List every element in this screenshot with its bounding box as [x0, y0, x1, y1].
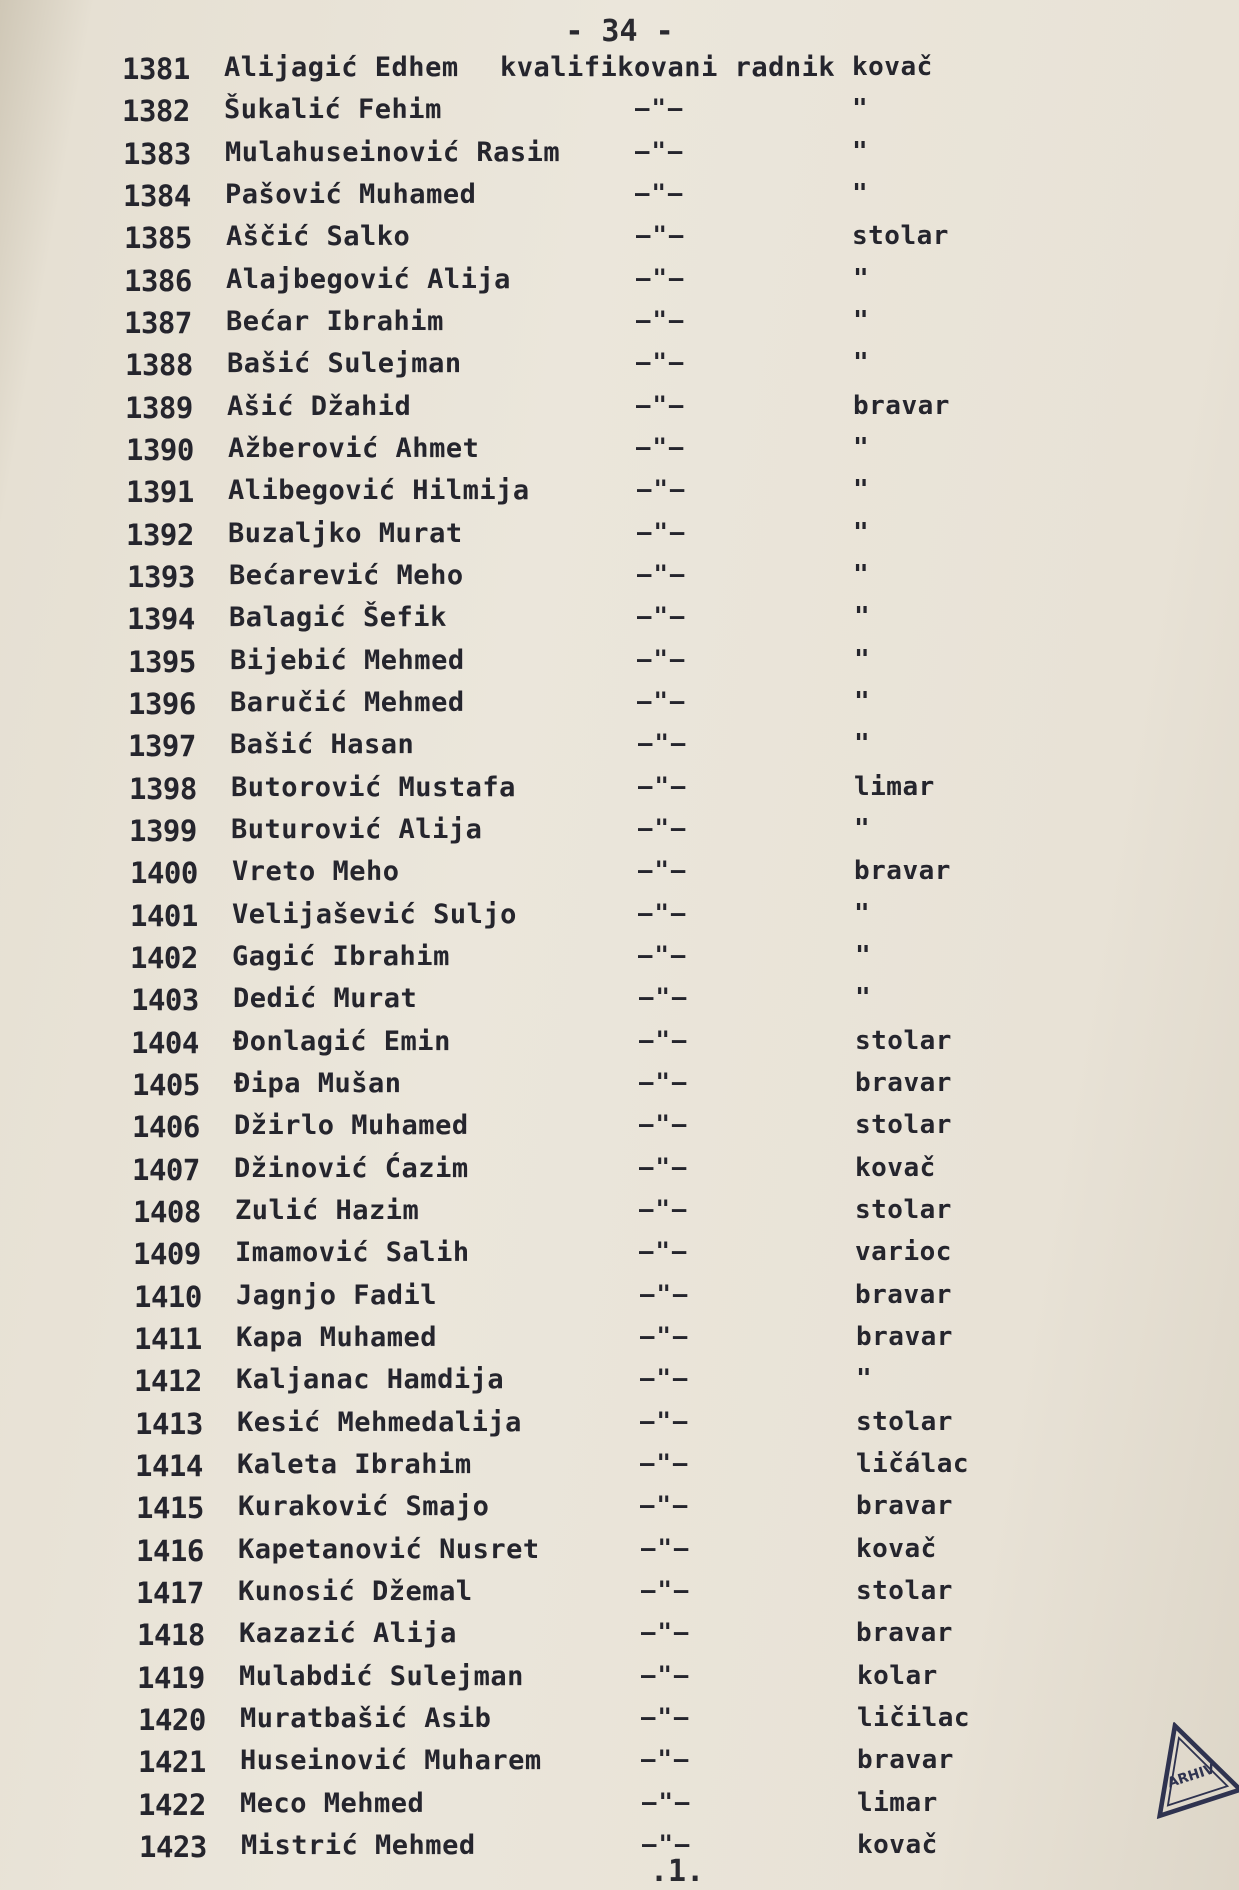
qualification: —"— — [641, 1661, 691, 1689]
qualification: —"— — [641, 1618, 691, 1646]
trade: limar — [854, 772, 935, 802]
table-row — [0, 1237, 1239, 1277]
qualification: —"— — [638, 856, 688, 884]
worker-name: Balagić Šefik — [229, 602, 447, 633]
trade: bravar — [856, 1491, 953, 1521]
trade: " — [854, 602, 871, 632]
worker-name: Meco Mehmed — [240, 1788, 425, 1819]
qualification: —"— — [635, 94, 685, 122]
entry-number: 1406 — [132, 1110, 200, 1144]
trade: kovač — [855, 1153, 936, 1183]
qualification: —"— — [640, 1280, 690, 1308]
entry-number: 1387 — [124, 306, 192, 340]
trade: " — [854, 899, 871, 929]
worker-name: Kunosić Džemal — [238, 1576, 473, 1607]
worker-name: Kapa Muhamed — [236, 1322, 438, 1353]
entry-number: 1388 — [125, 348, 193, 382]
worker-name: Džirlo Muhamed — [234, 1110, 469, 1141]
trade: " — [853, 560, 870, 590]
trade: " — [855, 983, 872, 1013]
entry-number: 1414 — [135, 1449, 203, 1483]
qualification: —"— — [641, 1703, 691, 1731]
trade: " — [852, 94, 869, 124]
qualification: —"— — [640, 1322, 690, 1350]
table-row — [0, 941, 1239, 981]
qualification: —"— — [638, 729, 688, 757]
entry-number: 1412 — [134, 1364, 202, 1398]
worker-name: Buzaljko Murat — [228, 518, 463, 549]
qualification: —"— — [636, 348, 686, 376]
qualification: —"— — [635, 137, 685, 165]
trade: " — [852, 137, 869, 167]
worker-name: Mulabdić Sulejman — [239, 1661, 524, 1692]
table-row — [0, 306, 1239, 346]
entry-number: 1404 — [131, 1026, 199, 1060]
entry-number: 1385 — [124, 221, 192, 255]
trade: " — [854, 645, 871, 675]
table-row — [0, 1068, 1239, 1108]
worker-name: Muratbašić Asib — [240, 1703, 492, 1734]
footer-mark: .1. — [650, 1854, 705, 1889]
qualification: —"— — [639, 983, 689, 1011]
worker-name: Alibegović Hilmija — [228, 475, 530, 506]
table-row — [0, 1830, 1239, 1870]
table-row — [0, 1110, 1239, 1150]
entry-number: 1421 — [138, 1745, 206, 1779]
worker-name: Kuraković Smajo — [238, 1491, 490, 1522]
qualification: —"— — [639, 1026, 689, 1054]
entry-number: 1407 — [132, 1153, 200, 1187]
worker-name: Bašić Sulejman — [227, 348, 462, 379]
entry-number: 1395 — [128, 645, 196, 679]
entry-number: 1422 — [138, 1788, 206, 1822]
trade: bravar — [855, 1280, 952, 1310]
entry-number: 1390 — [126, 433, 194, 467]
worker-name: Gagić Ibrahim — [232, 941, 450, 972]
trade: limar — [857, 1788, 938, 1818]
entry-number: 1409 — [133, 1237, 201, 1271]
worker-name: Šukalić Fehim — [224, 94, 442, 125]
worker-name: Alajbegović Alija — [226, 264, 511, 295]
qualification: —"— — [639, 1110, 689, 1138]
table-row — [0, 433, 1239, 473]
qualification: —"— — [636, 391, 686, 419]
worker-name: Aščić Salko — [226, 221, 411, 252]
trade: bravar — [856, 1322, 953, 1352]
qualification: —"— — [641, 1534, 691, 1562]
qualification: —"— — [636, 433, 686, 461]
qualification: —"— — [638, 899, 688, 927]
qualification: —"— — [635, 179, 685, 207]
table-row — [0, 137, 1239, 177]
entry-number: 1405 — [132, 1068, 200, 1102]
entry-number: 1403 — [131, 983, 199, 1017]
trade: bravar — [854, 856, 951, 886]
table-row — [0, 645, 1239, 685]
table-row — [0, 1788, 1239, 1828]
trade: " — [854, 814, 871, 844]
trade: stolar — [852, 221, 949, 251]
qualification: —"— — [642, 1830, 692, 1858]
table-row — [0, 1280, 1239, 1320]
table-row — [0, 1491, 1239, 1531]
trade: " — [853, 264, 870, 294]
entry-number: 1384 — [123, 179, 191, 213]
page-number: - 34 - — [565, 14, 674, 49]
entry-number: 1386 — [124, 264, 192, 298]
table-row — [0, 518, 1239, 558]
entry-number: 1423 — [139, 1830, 207, 1864]
qualification: —"— — [637, 475, 687, 503]
table-row — [0, 856, 1239, 896]
worker-name: Velijašević Suljo — [232, 899, 517, 930]
table-row — [0, 221, 1239, 261]
worker-name: Vreto Meho — [232, 856, 400, 887]
table-row — [0, 1195, 1239, 1235]
worker-name: Đipa Mušan — [234, 1068, 402, 1099]
worker-name: Đonlagić Emin — [233, 1026, 451, 1057]
worker-name: Mistrić Mehmed — [241, 1830, 476, 1861]
worker-name: Ažberović Ahmet — [228, 433, 480, 464]
trade: stolar — [855, 1026, 952, 1056]
qualification: —"— — [639, 1237, 689, 1265]
qualification: —"— — [638, 814, 688, 842]
trade: bravar — [857, 1745, 954, 1775]
trade: " — [852, 179, 869, 209]
entry-number: 1400 — [130, 856, 198, 890]
table-row — [0, 560, 1239, 600]
worker-name: Baručić Mehmed — [230, 687, 465, 718]
entry-number: 1402 — [130, 941, 198, 975]
qualification: —"— — [640, 1364, 690, 1392]
entry-number: 1418 — [137, 1618, 205, 1652]
trade: " — [853, 475, 870, 505]
table-row — [0, 1364, 1239, 1404]
entry-number: 1392 — [126, 518, 194, 552]
trade: stolar — [856, 1407, 953, 1437]
worker-name: Kesić Mehmedalija — [237, 1407, 522, 1438]
table-row — [0, 772, 1239, 812]
entry-number: 1393 — [127, 560, 195, 594]
entry-number: 1391 — [126, 475, 194, 509]
qualification: —"— — [637, 560, 687, 588]
stamp-text: ARHIV — [1165, 1761, 1217, 1792]
qualification: —"— — [640, 1407, 690, 1435]
entry-number: 1416 — [136, 1534, 204, 1568]
entry-number: 1420 — [138, 1703, 206, 1737]
trade: bravar — [853, 391, 950, 421]
qualification: —"— — [638, 941, 688, 969]
table-row — [0, 1703, 1239, 1743]
worker-name: Mulahuseinović Rasim — [225, 137, 561, 168]
table-row — [0, 1576, 1239, 1616]
trade: " — [854, 687, 871, 717]
worker-name: Bijebić Mehmed — [230, 645, 465, 676]
qualification: —"— — [640, 1449, 690, 1477]
trade: kovač — [852, 52, 933, 82]
table-row — [0, 391, 1239, 431]
trade: kolar — [857, 1661, 938, 1691]
entry-number: 1408 — [133, 1195, 201, 1229]
qualification: —"— — [638, 772, 688, 800]
entry-number: 1394 — [127, 602, 195, 636]
entry-number: 1382 — [122, 94, 190, 128]
worker-name: Ašić Džahid — [227, 391, 412, 422]
trade: " — [855, 941, 872, 971]
qualification: —"— — [641, 1576, 691, 1604]
entry-number: 1413 — [135, 1407, 203, 1441]
trade: varioc — [855, 1237, 952, 1267]
qualification: —"— — [639, 1195, 689, 1223]
worker-name: Huseinović Muharem — [240, 1745, 542, 1776]
worker-name: Kaleta Ibrahim — [237, 1449, 472, 1480]
worker-name: Alijagić Edhem — [224, 52, 459, 83]
entry-number: 1399 — [129, 814, 197, 848]
entry-number: 1381 — [122, 52, 190, 86]
qualification: —"— — [637, 518, 687, 546]
trade: stolar — [855, 1110, 952, 1140]
table-row — [0, 348, 1239, 388]
worker-name: Butorović Mustafa — [231, 772, 516, 803]
trade: " — [853, 518, 870, 548]
table-row — [0, 1322, 1239, 1362]
qualification: —"— — [636, 221, 686, 249]
qualification: —"— — [640, 1491, 690, 1519]
qualification: —"— — [637, 645, 687, 673]
table-row — [0, 687, 1239, 727]
table-row — [0, 1534, 1239, 1574]
entry-number: 1415 — [136, 1491, 204, 1525]
table-row — [0, 264, 1239, 304]
worker-name: Bećarević Meho — [229, 560, 464, 591]
worker-name: Buturović Alija — [231, 814, 483, 845]
table-row — [0, 475, 1239, 515]
worker-name: Kaljanac Hamdija — [236, 1364, 505, 1395]
trade: kovač — [856, 1534, 937, 1564]
qualification: —"— — [642, 1788, 692, 1816]
table-row — [0, 983, 1239, 1023]
trade: stolar — [856, 1576, 953, 1606]
trade: " — [853, 348, 870, 378]
worker-name: Bašić Hasan — [230, 729, 415, 760]
worker-name: Dedić Murat — [233, 983, 418, 1014]
entry-number: 1419 — [137, 1661, 205, 1695]
trade: " — [853, 433, 870, 463]
entry-number: 1398 — [129, 772, 197, 806]
qualification: —"— — [636, 306, 686, 334]
trade: bravar — [855, 1068, 952, 1098]
qualification: —"— — [637, 602, 687, 630]
trade: " — [854, 729, 871, 759]
table-row — [0, 1407, 1239, 1447]
table-row — [0, 602, 1239, 642]
table-row — [0, 1618, 1239, 1658]
entry-number: 1396 — [128, 687, 196, 721]
worker-name: Jagnjo Fadil — [236, 1280, 438, 1311]
worker-name: Pašović Muhamed — [225, 179, 477, 210]
trade: stolar — [855, 1195, 952, 1225]
trade: ličálac — [856, 1449, 970, 1479]
table-row — [0, 729, 1239, 769]
entry-number: 1417 — [136, 1576, 204, 1610]
qualification: kvalifikovani radnik — [500, 52, 836, 83]
entry-number: 1411 — [134, 1322, 202, 1356]
entry-number: 1397 — [128, 729, 196, 763]
table-row — [0, 1153, 1239, 1193]
table-row — [0, 1745, 1239, 1785]
entry-number: 1410 — [134, 1280, 202, 1314]
trade: " — [853, 306, 870, 336]
trade: ličilac — [857, 1703, 971, 1733]
table-row — [0, 1661, 1239, 1701]
worker-name: Kazazić Alija — [239, 1618, 457, 1649]
trade: bravar — [856, 1618, 953, 1648]
table-row — [0, 1026, 1239, 1066]
table-row — [0, 814, 1239, 854]
worker-name: Džinović Ćazim — [234, 1153, 469, 1184]
worker-name: Zulić Hazim — [235, 1195, 420, 1226]
qualification: —"— — [639, 1153, 689, 1181]
table-row — [0, 899, 1239, 939]
trade: kovač — [857, 1830, 938, 1860]
qualification: —"— — [641, 1745, 691, 1773]
table-row — [0, 52, 1239, 92]
qualification: —"— — [639, 1068, 689, 1096]
table-row — [0, 179, 1239, 219]
worker-name: Bećar Ibrahim — [226, 306, 444, 337]
qualification: —"— — [637, 687, 687, 715]
entry-number: 1389 — [125, 391, 193, 425]
table-row — [0, 1449, 1239, 1489]
worker-name: Kapetanović Nusret — [238, 1534, 540, 1565]
worker-name: Imamović Salih — [235, 1237, 470, 1268]
table-row — [0, 94, 1239, 134]
trade: " — [856, 1364, 873, 1394]
entry-number: 1401 — [130, 899, 198, 933]
qualification: —"— — [636, 264, 686, 292]
entry-number: 1383 — [123, 137, 191, 171]
